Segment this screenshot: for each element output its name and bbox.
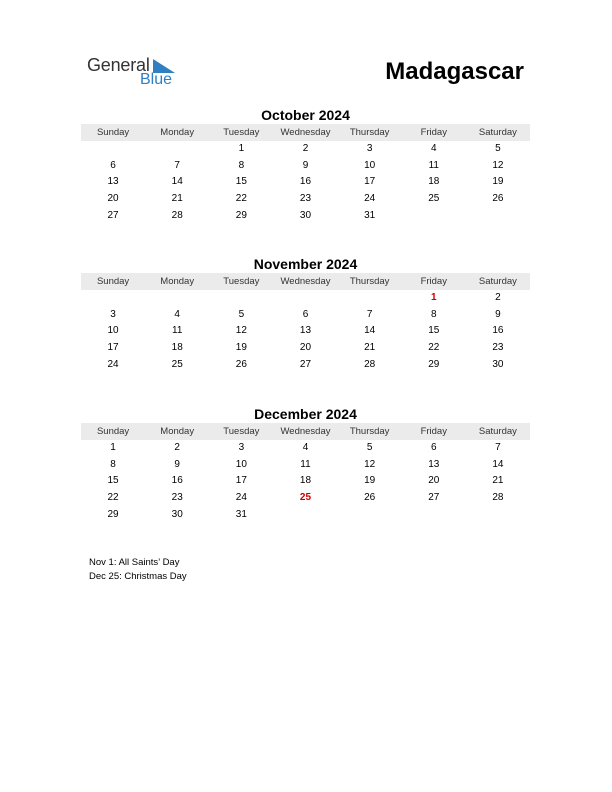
- day-cell: 27: [299, 358, 312, 370]
- weekday-label: Thursday: [349, 276, 390, 287]
- week-row: [81, 440, 530, 457]
- weekday-label: Wednesday: [280, 127, 331, 138]
- empty-day-cell: [466, 507, 530, 524]
- day-cell: 7: [495, 442, 501, 453]
- weekday-label: Sunday: [96, 276, 130, 287]
- week-row: [81, 290, 530, 307]
- empty-day-cell: [402, 208, 466, 225]
- day-cell: 2: [495, 292, 501, 303]
- empty-day-cell: [145, 141, 209, 158]
- day-cell: 3: [238, 442, 245, 453]
- logo-word-blue: Blue: [140, 71, 173, 88]
- day-cell: 19: [492, 176, 504, 188]
- month-title: October 2024: [261, 107, 350, 123]
- empty-day-cell: [209, 290, 273, 307]
- day-cell: 6: [430, 442, 437, 453]
- day-cell: 28: [171, 209, 183, 221]
- day-cell: 21: [364, 342, 376, 354]
- day-cell: 27: [428, 492, 440, 504]
- day-cell: 30: [171, 508, 183, 520]
- weekday-label: Saturday: [478, 276, 517, 287]
- week-row: [81, 174, 530, 191]
- month-december: [81, 405, 530, 523]
- weekday-label: Sunday: [96, 426, 130, 437]
- day-cell: 30: [492, 358, 504, 370]
- month-title: December 2024: [254, 406, 357, 422]
- day-cell: 8: [110, 458, 116, 470]
- day-cell: 18: [428, 176, 440, 188]
- day-cell: 7: [174, 159, 180, 171]
- day-cell: 11: [428, 159, 439, 171]
- day-cell: 13: [428, 458, 440, 470]
- day-cell: 29: [107, 508, 119, 520]
- day-cell: 16: [299, 176, 312, 188]
- day-cell: 9: [302, 159, 309, 171]
- weekday-label: Thursday: [349, 127, 390, 138]
- empty-day-cell: [81, 290, 145, 307]
- day-cell: 19: [235, 342, 247, 354]
- day-cell: 18: [299, 475, 312, 487]
- day-cell: 17: [364, 176, 376, 188]
- day-cell: 5: [366, 442, 373, 453]
- week-row: [81, 473, 530, 490]
- week-row: [81, 507, 530, 524]
- day-cell: 31: [235, 508, 247, 520]
- day-cell: 17: [107, 342, 119, 354]
- day-cell: 4: [302, 442, 309, 453]
- day-cell: 6: [110, 159, 116, 171]
- day-cell: 12: [364, 458, 376, 470]
- country-title: Madagascar: [385, 58, 524, 85]
- holiday-note: Nov 1: All Saints’ Day: [89, 557, 180, 568]
- month-october: [81, 106, 530, 224]
- day-cell: 8: [238, 159, 245, 171]
- weekday-header: [81, 124, 530, 141]
- day-cell: 12: [492, 159, 504, 171]
- weekday-header: [81, 273, 530, 290]
- day-cell: 2: [302, 143, 309, 154]
- day-cell: 10: [235, 458, 247, 470]
- day-cell: 29: [428, 358, 440, 370]
- weekday-label: Thursday: [349, 426, 390, 437]
- day-cell: 4: [430, 143, 437, 154]
- day-cell: 24: [364, 193, 376, 205]
- weekday-label: Monday: [160, 127, 195, 138]
- holiday-day-cell: 25: [299, 492, 312, 504]
- day-cell: 3: [366, 143, 373, 154]
- week-row: [81, 307, 530, 324]
- month-title: November 2024: [253, 256, 358, 272]
- weekday-label: Wednesday: [280, 276, 331, 287]
- week-row: [81, 141, 530, 158]
- day-cell: 14: [364, 325, 376, 337]
- day-cell: 22: [107, 492, 119, 504]
- weekday-label: Tuesday: [223, 276, 260, 287]
- empty-day-cell: [338, 290, 402, 307]
- day-cell: 20: [428, 475, 440, 487]
- day-cell: 20: [299, 342, 312, 354]
- week-row: [81, 490, 530, 507]
- day-cell: 15: [235, 176, 247, 188]
- weekday-header: [81, 423, 530, 440]
- day-cell: 24: [107, 358, 119, 370]
- empty-day-cell: [145, 290, 209, 307]
- day-cell: 5: [495, 143, 501, 154]
- weekday-label: Tuesday: [223, 127, 260, 138]
- day-cell: 23: [299, 193, 312, 205]
- day-cell: 26: [235, 358, 247, 370]
- day-cell: 23: [492, 342, 504, 354]
- day-cell: 30: [299, 209, 312, 221]
- day-cell: 25: [428, 193, 440, 205]
- weekday-label: Friday: [420, 426, 447, 437]
- day-cell: 9: [174, 458, 180, 470]
- week-row: [81, 323, 530, 340]
- day-cell: 23: [171, 492, 183, 504]
- week-row: [81, 340, 530, 357]
- day-cell: 10: [364, 159, 376, 171]
- day-cell: 15: [428, 325, 440, 337]
- day-cell: 29: [235, 209, 247, 221]
- day-cell: 9: [495, 308, 501, 320]
- weekday-label: Saturday: [478, 127, 517, 138]
- weekday-label: Tuesday: [223, 426, 260, 437]
- day-cell: 17: [235, 475, 247, 487]
- day-cell: 21: [492, 475, 504, 487]
- weekday-label: Saturday: [478, 426, 517, 437]
- day-cell: 3: [110, 308, 116, 320]
- week-row: [81, 208, 530, 225]
- day-cell: 4: [174, 308, 180, 320]
- weekday-label: Friday: [420, 276, 447, 287]
- day-cell: 21: [171, 193, 183, 205]
- holiday-day-cell: 1: [430, 292, 437, 303]
- day-cell: 8: [430, 308, 437, 320]
- day-cell: 14: [492, 458, 504, 470]
- day-cell: 11: [172, 325, 183, 337]
- day-cell: 26: [364, 492, 376, 504]
- day-cell: 16: [492, 325, 504, 337]
- month-grid: [81, 440, 530, 523]
- month-grid: [81, 290, 530, 373]
- day-cell: 19: [364, 475, 376, 487]
- day-cell: 27: [107, 209, 119, 221]
- day-cell: 31: [364, 209, 376, 221]
- weekday-label: Monday: [160, 426, 195, 437]
- day-cell: 13: [107, 176, 119, 188]
- empty-day-cell: [81, 141, 145, 158]
- day-cell: 22: [235, 193, 247, 205]
- empty-day-cell: [402, 507, 466, 524]
- holiday-note: Dec 25: Christmas Day: [89, 571, 187, 582]
- empty-day-cell: [466, 208, 530, 225]
- month-grid: [81, 141, 530, 224]
- weekday-label: Sunday: [96, 127, 130, 138]
- day-cell: 7: [366, 308, 373, 320]
- week-row: [81, 357, 530, 374]
- weekday-label: Wednesday: [280, 426, 331, 437]
- week-row: [81, 191, 530, 208]
- day-cell: 28: [364, 358, 376, 370]
- weekday-label: Friday: [420, 127, 447, 138]
- day-cell: 6: [302, 308, 309, 320]
- day-cell: 14: [171, 176, 183, 188]
- weekday-label: Monday: [160, 276, 195, 287]
- logo-word-general: General: [87, 55, 150, 75]
- day-cell: 22: [428, 342, 440, 354]
- day-cell: 26: [492, 193, 504, 205]
- day-cell: 2: [174, 442, 180, 453]
- day-cell: 24: [235, 492, 247, 504]
- day-cell: 15: [107, 475, 119, 487]
- day-cell: 18: [171, 342, 183, 354]
- day-cell: 25: [171, 358, 183, 370]
- day-cell: 12: [235, 325, 247, 337]
- brand-logo: [87, 55, 187, 91]
- day-cell: 28: [492, 492, 504, 504]
- holiday-notes: [89, 556, 187, 584]
- month-november: [81, 255, 530, 373]
- day-cell: 11: [300, 458, 311, 470]
- empty-day-cell: [273, 290, 337, 307]
- day-cell: 20: [107, 193, 119, 205]
- day-cell: 13: [299, 325, 312, 337]
- week-row: [81, 457, 530, 474]
- empty-day-cell: [273, 507, 337, 524]
- day-cell: 1: [110, 442, 116, 453]
- day-cell: 1: [238, 143, 245, 154]
- day-cell: 10: [107, 325, 119, 337]
- day-cell: 5: [238, 308, 245, 320]
- week-row: [81, 158, 530, 175]
- day-cell: 16: [171, 475, 183, 487]
- empty-day-cell: [338, 507, 402, 524]
